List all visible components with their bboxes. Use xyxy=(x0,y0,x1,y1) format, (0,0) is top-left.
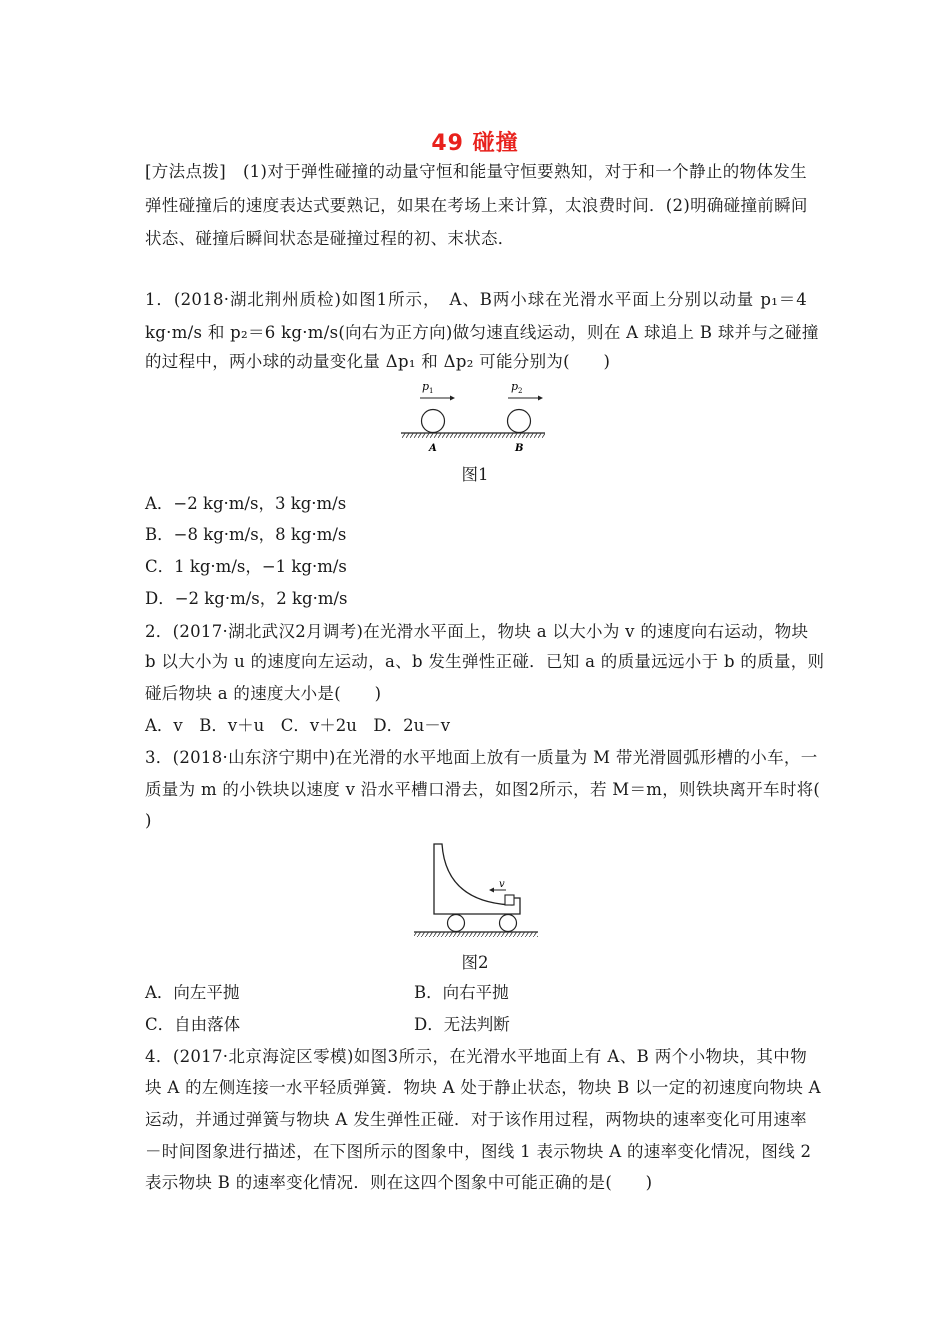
q1-line-2: kg·m/s 和 p₂＝6 kg·m/s(向右为正方向)做匀速直线运动，则在 A 球追上 B 球并与之碰撞 xyxy=(145,323,819,342)
p1-arrowhead xyxy=(450,396,455,401)
intro-line-1: [方法点拨] (1)对于弹性碰撞的动量守恒和能量守恒要熟知，对于和一个静止的物体发生 xyxy=(145,162,807,181)
q4-line-3: 运动，并通过弹簧与物块 A 发生弹性正碰．对于该作用过程，两物块的速率变化可用速率 xyxy=(145,1110,807,1129)
q4-line-4: －时间图象进行描述，在下图所示的图象中，图线 1 表示物块 A 的速率变化情况，图线 2 xyxy=(145,1142,812,1161)
q1-option-c: C．1 kg·m/s，−1 kg·m/s xyxy=(145,557,347,576)
p2-subscript: 2 xyxy=(518,387,523,395)
ball-b xyxy=(508,410,531,433)
cart-wheel-left xyxy=(448,915,465,932)
iron-block xyxy=(505,895,514,905)
p2-arrowhead xyxy=(538,396,543,401)
q1-option-d: D．−2 kg·m/s，2 kg·m/s xyxy=(145,589,348,608)
q1-option-a: A．−2 kg·m/s，3 kg·m/s xyxy=(145,494,347,513)
q3-line-1: 3．(2018·山东济宁期中)在光滑的水平地面上放有一质量为 M 带光滑圆弧形槽的小车，一 xyxy=(145,748,818,767)
page-title: 49 碰撞 xyxy=(431,131,519,156)
q2-line-2: b 以大小为 u 的速度向左运动，a、b 发生弹性正碰．已知 a 的质量远远小于 b 的质量，则 xyxy=(145,652,825,671)
intro-line-2: 弹性碰撞后的速度表达式要熟记，如果在考场上来计算，太浪费时间．(2)明确碰撞前瞬间 xyxy=(145,196,808,215)
q3-option-c: C．自由落体 xyxy=(145,1015,241,1034)
q3-line-3: ) xyxy=(145,811,152,830)
q4-line-1: 4．(2017·北京海淀区零模)如图3所示，在光滑水平地面上有 A、B 两个小物块，其中物 xyxy=(145,1047,807,1066)
cart-wheel-right xyxy=(500,915,517,932)
ball-a xyxy=(422,410,445,433)
p1-subscript: 1 xyxy=(429,387,434,395)
p1-label: p xyxy=(422,380,430,393)
q4-line-2: 块 A 的左侧连接一水平轻质弹簧．物块 A 处于静止状态，物块 B 以一定的初速度向物块 A xyxy=(145,1078,821,1097)
q2-line-1: 2．(2017·湖北武汉2月调考)在光滑水平面上，物块 a 以大小为 v 的速度向右运动，物块 xyxy=(145,622,809,641)
figure-1-two-balls xyxy=(398,378,548,458)
velocity-label: v xyxy=(499,879,505,890)
q3-option-a: A．向左平抛 xyxy=(145,983,240,1002)
q2-options: A．v B．v＋u C．v＋2u D．2u－v xyxy=(145,716,451,735)
label-a: A xyxy=(429,443,437,454)
ground-hatch xyxy=(401,433,545,438)
p2-label: p xyxy=(511,380,519,393)
label-b: B xyxy=(515,443,524,454)
q1-line-1: 1．(2018·湖北荆州质检)如图1所示， A、B两小球在光滑水平面上分别以动量 p₁＝4 xyxy=(145,290,807,309)
q3-line-2: 质量为 m 的小铁块以速度 v 沿水平槽口滑去，如图2所示，若 M＝m，则铁块离开车时将( xyxy=(145,780,821,799)
q3-option-d: D．无法判断 xyxy=(414,1015,510,1034)
q2-line-3: 碰后物块 a 的速度大小是( ) xyxy=(145,684,382,703)
q4-line-5: 表示物块 B 的速率变化情况．则在这四个图象中可能正确的是( ) xyxy=(145,1173,653,1192)
figure-2-cart-with-groove xyxy=(410,840,540,940)
figure-2-caption: 图2 xyxy=(461,953,489,972)
q1-line-3: 的过程中，两小球的动量变化量 Δp₁ 和 Δp₂ 可能分别为( ) xyxy=(145,352,611,371)
velocity-arrowhead xyxy=(489,888,494,893)
ground-hatch xyxy=(414,932,538,937)
q3-option-b: B．向右平抛 xyxy=(414,983,509,1002)
q1-option-b: B．−8 kg·m/s，8 kg·m/s xyxy=(145,525,347,544)
intro-line-3: 状态、碰撞后瞬间状态是碰撞过程的初、末状态． xyxy=(145,229,515,248)
figure-1-caption: 图1 xyxy=(461,465,489,484)
